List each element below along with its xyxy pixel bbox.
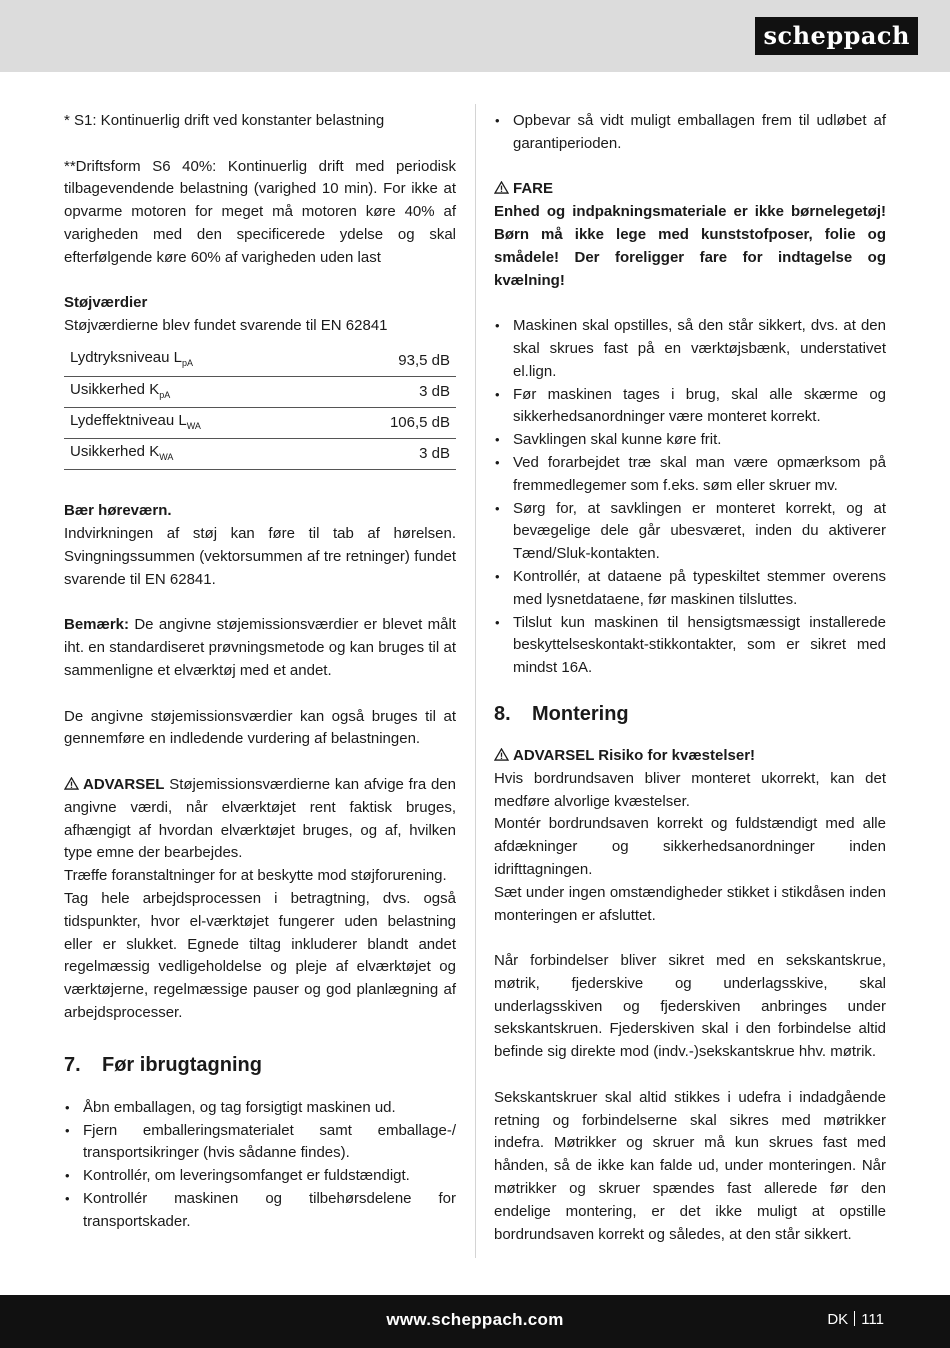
advarsel-heading [494,745,886,768]
s6-note: **Driftsform S6 40%: Kontinuerlig drift med periodisk tilbagevendende belastning (varighed 10 min). For ikke at opvarme motoren for meget må motoren køre 40% af varigheden med den specificerede ydelse og skal efterfølgende køre 60% af varigheden uden last [64,157,456,266]
warning-paragraph [64,774,456,865]
warning-text: Støjemissionsværdierne kan afvige fra den angivne værdi, når elværktøjet rent faktisk bruges, afhængigt af hvordan elværktøjet bruges, og af, hvilken type emne der bearbejdes. [64,776,456,862]
danger-label: FARE [513,180,554,198]
danger-heading [494,178,886,201]
noise-table [64,346,456,471]
noise-table-row [64,377,456,408]
list-item: • Tilslut kun maskinen til hensigtsmæssigt installerede beskyttelseskontakt-stikkontakter, som er sikret med mindst 16A. [494,612,886,680]
language-code: DK [827,1311,849,1328]
section-7-title: Før ibrugtagning [102,1053,262,1076]
noise-table-row [64,439,456,470]
page-number-value: 111 [861,1311,884,1328]
noise-label-subscript: WA [159,451,174,462]
advarsel-p2: Montér bordrundsaven korrekt og fuldstændigt med alle afdækninger og sikkerhedsanordninger inden idrifttagningen. [494,815,886,878]
left-column [64,110,456,1234]
noise-heading: Støjværdier [64,294,148,312]
danger-text: Enhed og indpakningsmateriale er ikke børnelegetøj! Børn må ikke lege med kunststofposer, folie og smådele! Der foreligger fare for indtagelse og kvælning! [494,203,886,289]
note-paragraph [64,614,456,682]
right-column [494,110,886,1246]
warning-icon [494,181,509,194]
noise-table-row [64,408,456,439]
section-7-number: 7. [64,1053,81,1076]
list-item: • Opbevar så vidt muligt emballagen frem til udløbet af garantiperioden. [494,110,886,156]
list-item: • Før maskinen tages i brug, skal alle skærme og sikkerhedsanordninger være monteret korrekt. [494,384,886,430]
section-8-title: Montering [532,702,629,725]
list-item: • Åbn emballagen, og tag forsigtigt maskinen ud. [64,1097,456,1120]
packaging-list [494,110,886,156]
noise-table-row [64,346,456,377]
list-item: • Kontrollér maskinen og tilbehørsdelene for transportskader. [64,1188,456,1234]
advarsel-heading-text: ADVARSEL Risiko for kvæstelser! [513,746,756,764]
noise-label-subscript: WA [186,420,201,431]
noise-label-cell [64,439,325,470]
noise-label-cell [64,377,325,408]
list-item: • Ved forarbejdet træ skal man være opmærksom på fremmedlegemer som f.eks. søm eller skruer mv. [494,452,886,498]
noise-intro: Støjværdierne blev fundet svarende til EN 62841 [64,317,388,335]
noise-label: Usikkerhed K [70,442,160,460]
list-item: • Maskinen skal opstilles, så den står sikkert, dvs. at den skal skrues fast på en værktøjsbænk, understativet el.lign. [494,315,886,383]
footer-url[interactable]: www.scheppach.com [386,1310,564,1329]
section-7-list [64,1097,456,1234]
footer-bar [0,1295,950,1348]
noise-label-subscript: pA [159,389,171,400]
s1-note: * S1: Kontinuerlig drift ved konstanter belastning [64,112,385,129]
safety-list [494,315,886,680]
ear-protection-heading: Bær høreværn. [64,502,172,520]
header-bar [0,0,950,72]
advarsel-p1: Hvis bordrundsaven bliver monteret ukorrekt, kan det medføre alvorlige kvæstelser. [494,769,886,810]
noise-label: Lydtryksniveau L [70,349,183,367]
list-item: • Kontrollér, om leveringsomfanget er fuldstændigt. [64,1165,456,1188]
warning-label: ADVARSEL [83,776,165,794]
note-text: De angivne støjemissionsværdier er blevet målt iht. en standardiseret prøvningsmetode og kan bruges til at sammenligne et elværktøj med et andet. [64,616,456,680]
section-8-heading [494,700,886,728]
noise-label-cell [64,408,325,439]
noise-value: 3 dB [325,377,456,408]
list-item: • Sørg for, at savklingen er monteret korrekt, og at bevægelige dele går ubesværet, inden du aktiverer Tænd/Sluk-kontakten. [494,498,886,566]
warning-icon [494,748,509,761]
advarsel-p3: Sæt under ingen omstændigheder stikket i stikdåsen inden monteringen er afsluttet. [494,883,886,924]
noise-value: 93,5 dB [325,346,456,377]
list-item: • Fjern emballeringsmaterialet samt emballage-/ transportsikringer (hvis sådanne findes). [64,1120,456,1166]
connections-paragraph: Når forbindelser bliver sikret med en sekskantskrue, møtrik, fjederskive og underlagsskive, skal underlagsskiven og fjederskiven anbringes under sekskantskruen. Fjederskiven skal i den forbindelse altid befinde sig direkte mod (indv.-)sekskantskrue hhv. møtrik. [494,952,886,1061]
process-paragraph: Tag hele arbejdsprocessen i betragtning, dvs. også tidspunkter, hvor el-værktøjet fungerer uden belastning eller er slukket. Egnede tiltag inkluderer blandt andet regelmæssig vedligeholdelse og pleje af elværktøjet og værktøjerne, regelmæssige pauser og god planlægning af arbejdsprocesser. [64,890,456,1021]
screws-paragraph: Sekskantskruer skal altid stikkes i udefra i indadgående retning og forbindelserne skal sikres med møtrikker indefra. Møtrikker og skruer må kun skrues fast med hånden, så de ikke kan falde ud, under monteringen. Når møtrikker og skruer spændes fast allerede før den endelige montering, er det ikke muligt at opstille bordrundsaven korrekt og således, at den står sikkert. [494,1088,886,1243]
noise-label-subscript: pA [182,358,194,369]
assessment-paragraph: De angivne støjemissionsværdier kan også bruges til at gennemføre en indledende vurdering af belastningen. [64,707,456,748]
noise-value: 106,5 dB [325,408,456,439]
column-divider [475,104,476,1258]
noise-label: Lydeffektniveau L [70,411,187,429]
noise-label: Usikkerhed K [70,380,160,398]
section-7-heading [64,1051,456,1079]
note-label: Bemærk: [64,616,130,634]
list-item: • Savklingen skal kunne køre frit. [494,429,886,452]
measures-paragraph: Træffe foranstaltninger for at beskytte mod støjforurening. [64,867,447,885]
section-8-number: 8. [494,702,511,725]
noise-label-cell [64,346,325,377]
brand-logo: scheppach [755,17,918,55]
page-number [827,1308,884,1332]
list-item: • Kontrollér, at dataene på typeskiltet stemmer overens med lysnetdataene, før maskinen tilsluttes. [494,566,886,612]
noise-value: 3 dB [325,439,456,470]
ear-protection-text: Indvirkningen af støj kan føre til tab af hørelsen. Svingningssummen (vektorsummen af tre retninger) fundet svarende til EN 62841. [64,525,456,588]
warning-icon [64,777,79,790]
